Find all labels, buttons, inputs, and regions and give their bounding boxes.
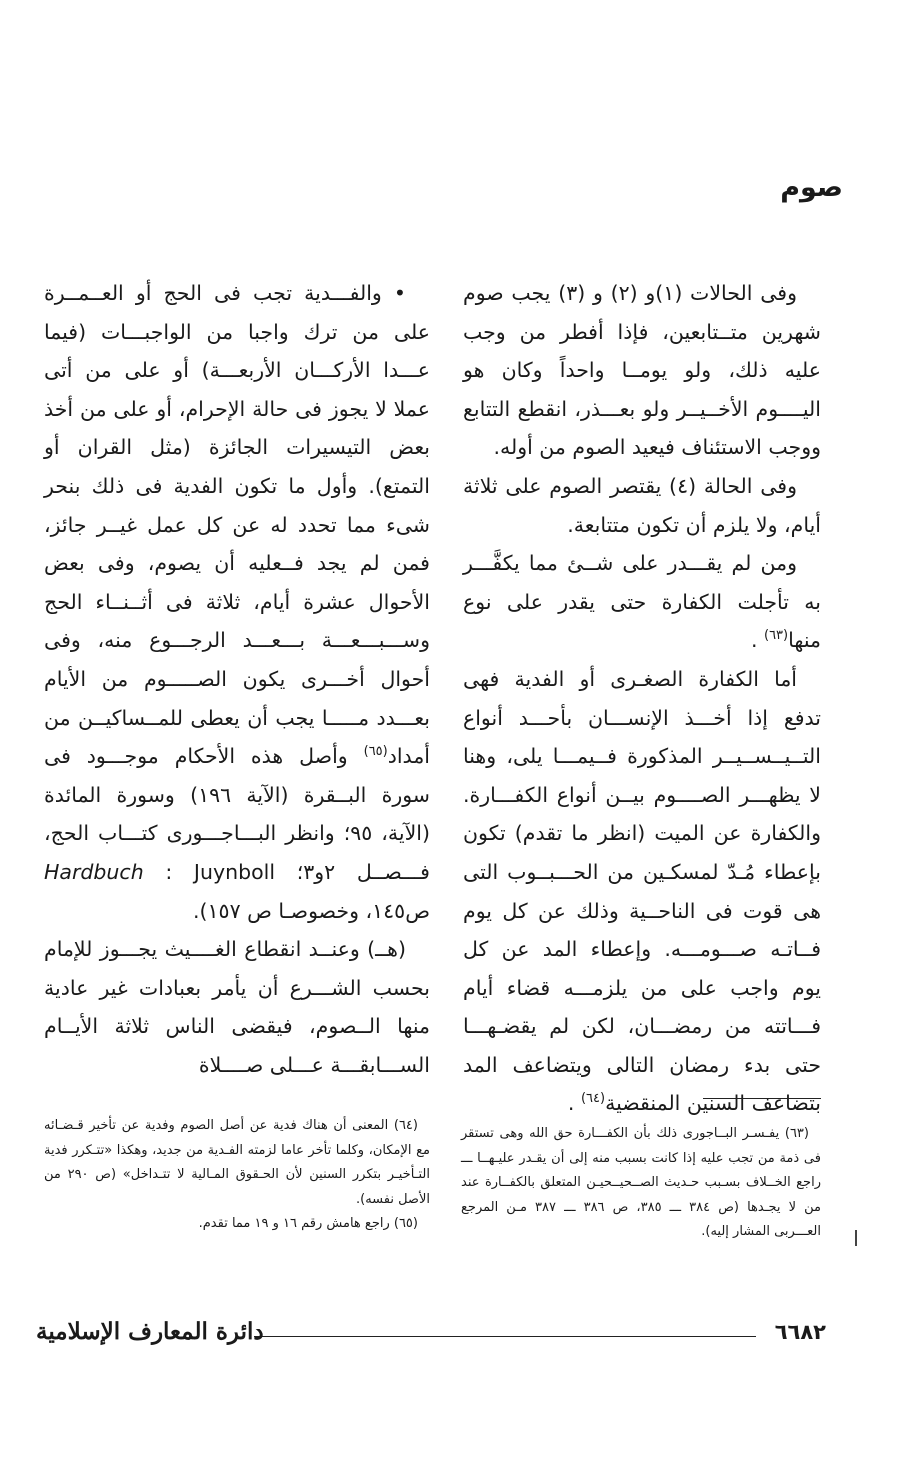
paragraph-4-text: أما الكفارة الصغـرى أو الفدية فهى تدفع إذا أخـــذ الإنســـان بأحـــد أنواع التــيــســيــر المذكورة فــيمـــا يلى، وهنا لا يظهـــر الصــــوم بيــن أنواع الكفـــارة. والكفارة عن الميت (انظر ما تقدم) تكون بإعطاء مُـدّ لمسكـين من الحـــبــوب التى هى قوت فى الناحــية وذلك عن كل يوم فــاتـه صـــومـــه. وإعطاء المد عن كل يوم واجب على من يلزمـــه قضاء أيام فـــاتته من رمضـــان، لكن لم يقضـهـــا حتى بدء رمضان التالى ويتضاعف المد بتضاعف السنين المنقضية: [463, 666, 821, 1116]
footnote-ref-64[interactable]: (٦٤): [580, 1091, 606, 1107]
publication-title: دائرة المعارف الإسلامية: [36, 1318, 264, 1345]
paragraph-2: وفى الحالة (٤) يقتصر الصوم على ثلاثة أيام، ولا يلزم أن تكون متتابعة.: [463, 473, 821, 537]
footnote-63: (٦٣) يفـسـر البــاجورى ذلك بأن الكفـــارة حق الله وهى تستقر فى ذمة من تجب عليه إذا كانت بسبب منه إلى أن يقـدر عليـهــا ـــ راجع الخــلاف بسـبب حـديث الصــحيــحيـن المتعلق بالكفــارة عند من لا يجـدها (ص ٣٨٤ ـــ ٣٨٥، ص ٣٨٦ ـــ ٣٨٧ مـن المرجع العـــربى المشار إليه).: [461, 1126, 821, 1239]
footnote-ref-63[interactable]: (٦٣): [764, 628, 789, 644]
running-header: صوم: [780, 172, 843, 203]
paragraph-3: [463, 544, 821, 660]
paragraph-1: وفى الحالات (١)و (٢) و (٣) يجب صوم شهرين متــتابعين، فإذا أفطر من وجب عليه ذلك، ولو يومــا واحداً وكان هو اليــــوم الأخــيــر ولو بعـــذر، انقطع التتابع ووجب الاستئناف فيعيد الصوم من أوله.: [463, 281, 821, 460]
paragraph-3-text: ومن لم يقـــدر على شــئ مما يكفَّـــر به تأجلت الكفارة حتى يقدر على نوع منها: [463, 551, 821, 653]
right-column: [463, 274, 821, 1123]
paragraph-fidya-text-3: : Juynboll ص١٤٥، وخصوصـا ص ١٥٧).: [143, 859, 430, 923]
paragraph-rain: (هــ) وعنــد انقطاع الغــــيث يجـــوز للإمام بحسب الشـــرع أن يأمر بعبادات غير عادية منها الــصوم، فيقضى الناس ثلاثة الأيــام الســـابقـــة عـــلى صــــلاة: [44, 937, 430, 1077]
paragraph-fidya-text-2: وأصل هذه الأحكام موجـــود فى سورة البــقرة (الآية ١٩٦) وسورة المائدة (الآية، ٩٥؛ وانظر البـــاجـــورى كتـــاب الحج، فـــصــل ٢و٣؛: [44, 744, 430, 884]
footnotes-left: [44, 1114, 430, 1237]
paragraph-3-end: .: [750, 628, 764, 653]
paragraph-4-end: .: [567, 1091, 581, 1116]
page-number: ٦٦٨٢: [774, 1320, 826, 1344]
paragraph-fidya-text: • والفـــدية تجب فى الحج أو العــمــرة على من ترك واجبا من الواجبـــات (فيما عـــدا الأركـــان الأربعـــة) أو على من أتى عملا لا يجوز فى حالة الإحرام، أو على من أخذ بعض التيسيرات الجائزة (مثل القران أو التمتع). وأول ما تكون الفدية فى ذلك بنحر شىء مما تحدد له عن كل عمل غيــر جائز، فمن لم يجد فــعليه أن يصوم، وفى بعض الأحوال عشرة أيام، ثلاثة فى أثــنــاء الحج وســـبـــعـــة بـــعـــد الرجـــوع منه، وفى أحوال أخـــرى يكون الصـــــوم من الأيام بعـــدد مـــــا يجب أن يعطى للمــساكيــن من أمداد: [44, 281, 430, 769]
latin-citation: Hardbuch: [44, 859, 144, 884]
paragraph-fidya: [44, 274, 430, 930]
footnote-65: (٦٥) راجع هامش رقم ١٦ و ١٩ مما تقدم.: [198, 1216, 418, 1231]
footnote-64: (٦٤) المعنى أن هناك فدية عن أصل الصوم وفدية عن تأخير قـضـائه مع الإمكان، وكلما تأخر عاما لزمته الفـدية من جديد، وهكذا «تتـكرر فدية التـأخيـر بتكرر السنين لأن الحـقوق المـالية لا تتـداخل» (ص ٢٩٠ من الأصل نفسه).: [44, 1118, 430, 1207]
footnote-separator-right: [703, 1098, 821, 1099]
paragraph-4: [463, 660, 821, 1123]
footnotes-right: [461, 1122, 821, 1245]
page-footer: [36, 1318, 826, 1352]
footnote-ref-65[interactable]: (٦٥): [363, 744, 388, 760]
footer-rule: [254, 1336, 756, 1337]
left-column: [44, 274, 430, 1084]
margin-mark: [855, 1230, 857, 1246]
